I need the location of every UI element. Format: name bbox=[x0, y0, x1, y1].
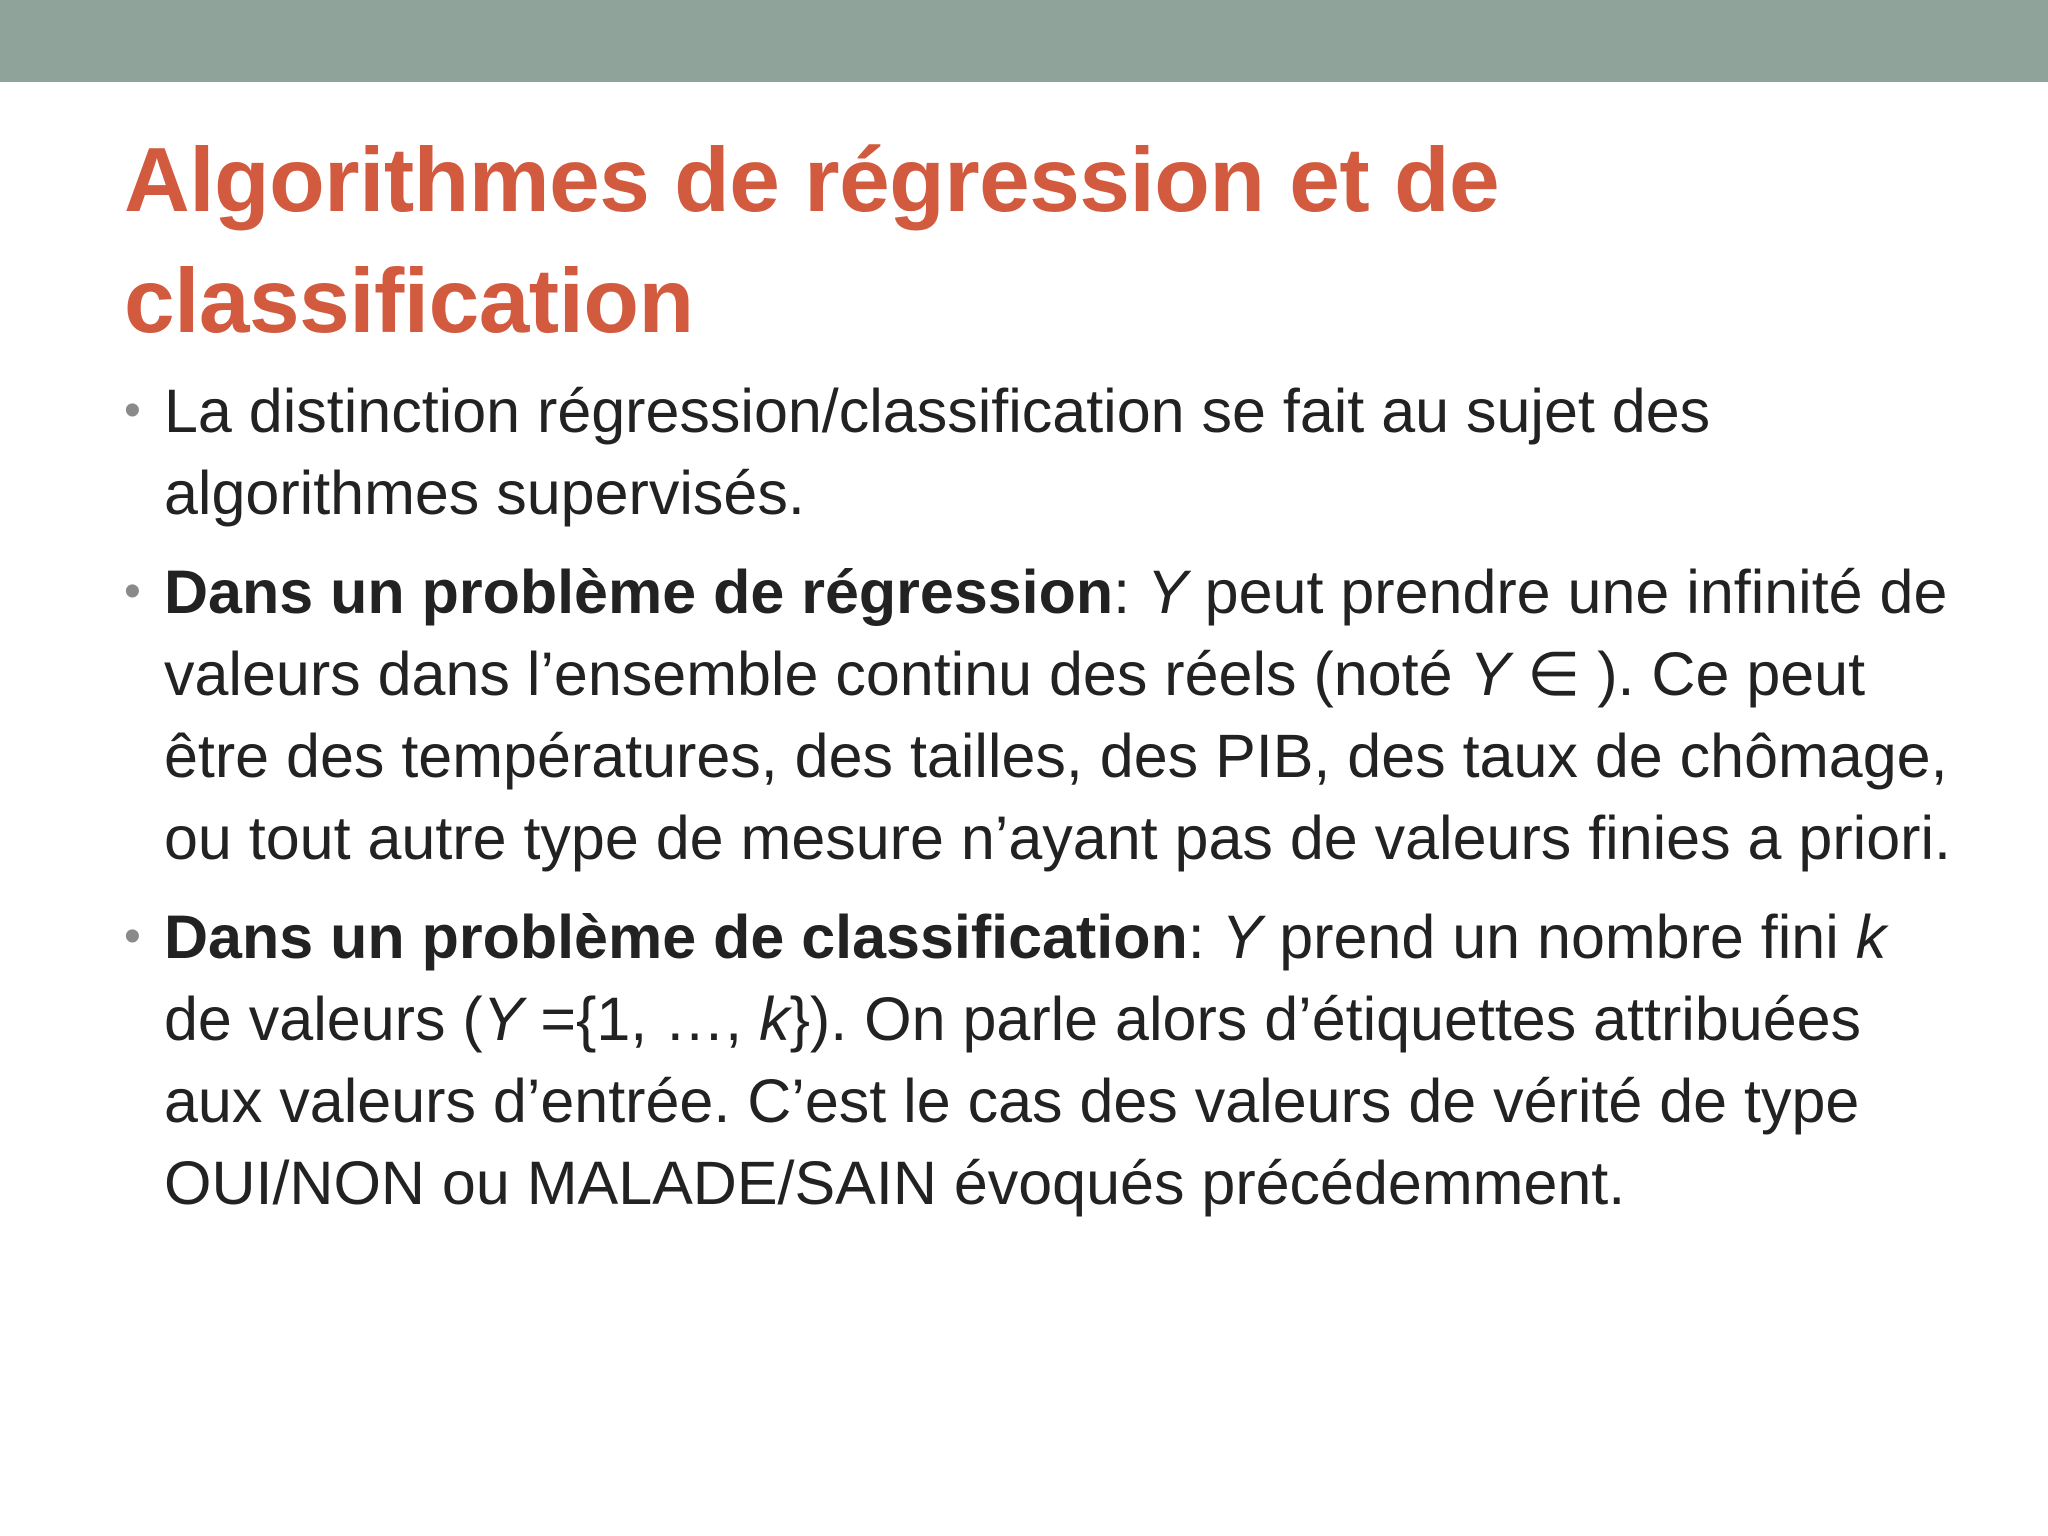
bullet-heading: Dans un problème de classification bbox=[164, 903, 1188, 971]
variable-y: Y bbox=[1147, 558, 1188, 626]
variable-k: k bbox=[759, 985, 790, 1053]
bullet-icon: • bbox=[124, 384, 141, 437]
variable-y: Y bbox=[482, 985, 524, 1053]
bullet-icon: • bbox=[124, 565, 141, 618]
bullet-colon: : bbox=[1113, 558, 1148, 626]
bullet-text: }). On parle alors d’étiquettes attribuées aux valeurs d’entrée. C’est le cas des valeurs de vérité de type OUI/NON ou MALADE/SAIN évoqués précédemment. bbox=[164, 985, 1862, 1217]
variable-y: Y bbox=[1221, 903, 1263, 971]
bullet-item-classification bbox=[124, 896, 1964, 1224]
variable-y: Y bbox=[1469, 640, 1511, 708]
bullet-text: ∈ ). Ce peut être des températures, des tailles, des PIB, des taux de chômage, ou tout autre type de mesure n’ayant pas de valeurs finies a priori. bbox=[164, 640, 1951, 872]
bullet-text: ={1, …, bbox=[523, 985, 760, 1053]
bullet-text: peut prendre une infinité de valeurs dans l’ensemble continu des réels (noté bbox=[164, 558, 1948, 708]
bullet-item-regression bbox=[124, 551, 1964, 879]
header-band bbox=[0, 0, 2048, 82]
bullet-heading: Dans un problème de régression bbox=[164, 558, 1114, 626]
bullet-text: La distinction régression/classification se fait au sujet des algorithmes supervisés. bbox=[164, 377, 1711, 527]
bullet-text: de valeurs ( bbox=[164, 985, 483, 1053]
bullet-list bbox=[124, 370, 1964, 1241]
bullet-item-supervised bbox=[124, 370, 1964, 534]
bullet-text: prend un nombre fini bbox=[1262, 903, 1856, 971]
slide-title: Algorithmes de régression et de classification bbox=[124, 130, 1500, 352]
bullet-icon: • bbox=[124, 910, 141, 963]
variable-k: k bbox=[1855, 903, 1887, 971]
bullet-colon: : bbox=[1187, 903, 1222, 971]
